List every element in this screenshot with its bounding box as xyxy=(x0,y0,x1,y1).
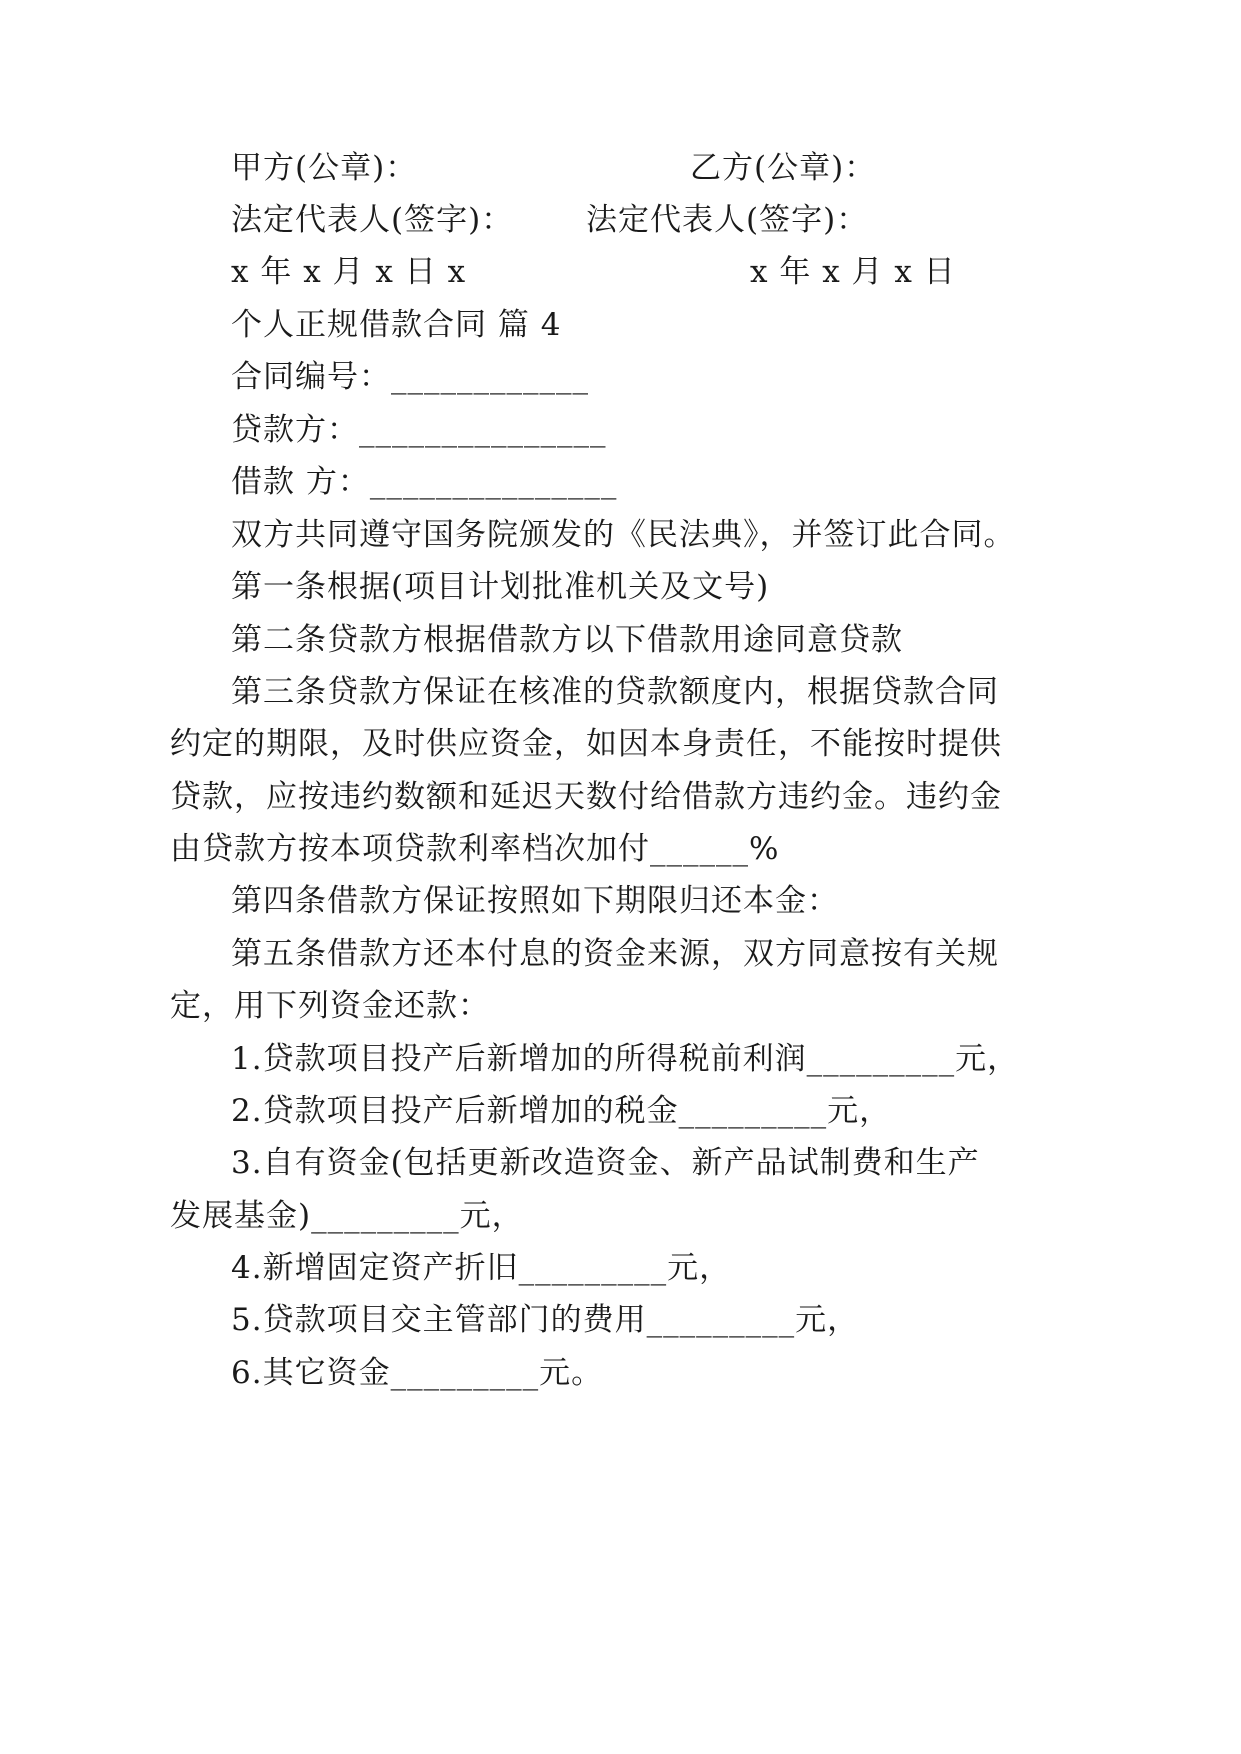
fund-item-5: 5.贷款项目交主管部门的费用_________元， xyxy=(231,1302,860,1338)
article-3-line-4: 由贷款方按本项贷款利率档次加付______% xyxy=(170,831,780,867)
date-b: x 年 x 月 x 日 xyxy=(750,254,956,290)
fund-item-1: 1.贷款项目投产后新增加的所得税前利润_________元， xyxy=(231,1041,1020,1077)
fund-item-3-line-1: 3.自有资金(包括更新改造资金、新产品试制费和生产 xyxy=(231,1145,980,1181)
legal-rep-a: 法定代表人(签字)： xyxy=(231,202,514,238)
article-3-line-2: 约定的期限，及时供应资金，如因本身责任，不能按时提供 xyxy=(170,726,1002,762)
contract-number: 合同编号：____________ xyxy=(231,359,589,395)
legal-rep-b: 法定代表人(签字)： xyxy=(586,202,869,238)
party-b-seal: 乙方(公章)： xyxy=(690,150,877,186)
article-3-line-1: 第三条贷款方保证在核准的贷款额度内，根据贷款合同 xyxy=(231,674,999,710)
intro-paragraph: 双方共同遵守国务院颁发的《民法典》，并签订此合同。 xyxy=(231,517,1016,553)
fund-item-3-line-2: 发展基金)_________元， xyxy=(170,1198,524,1234)
article-5-line-2: 定，用下列资金还款： xyxy=(170,988,490,1024)
lender-line: 贷款方：_______________ xyxy=(231,412,607,448)
fund-item-2: 2.贷款项目投产后新增加的税金_________元， xyxy=(231,1093,892,1129)
fund-item-4: 4.新增固定资产折旧_________元， xyxy=(231,1250,732,1286)
borrower-line: 借款 方：_______________ xyxy=(231,464,618,500)
contract-title: 个人正规借款合同 篇 4 xyxy=(231,307,562,343)
article-4: 第四条借款方保证按照如下期限归还本金： xyxy=(231,883,839,919)
article-3-line-3: 贷款，应按违约数额和延迟天数付给借款方违约金。违约金 xyxy=(170,779,1002,815)
date-a: x 年 x 月 x 日 x xyxy=(231,254,467,290)
article-2: 第二条贷款方根据借款方以下借款用途同意贷款 xyxy=(231,622,903,658)
article-5-line-1: 第五条借款方还本付息的资金来源，双方同意按有关规 xyxy=(231,936,999,972)
article-1: 第一条根据(项目计划批准机关及文号) xyxy=(231,569,770,605)
party-a-seal: 甲方(公章)： xyxy=(231,150,418,186)
fund-item-6: 6.其它资金_________元。 xyxy=(231,1355,604,1391)
